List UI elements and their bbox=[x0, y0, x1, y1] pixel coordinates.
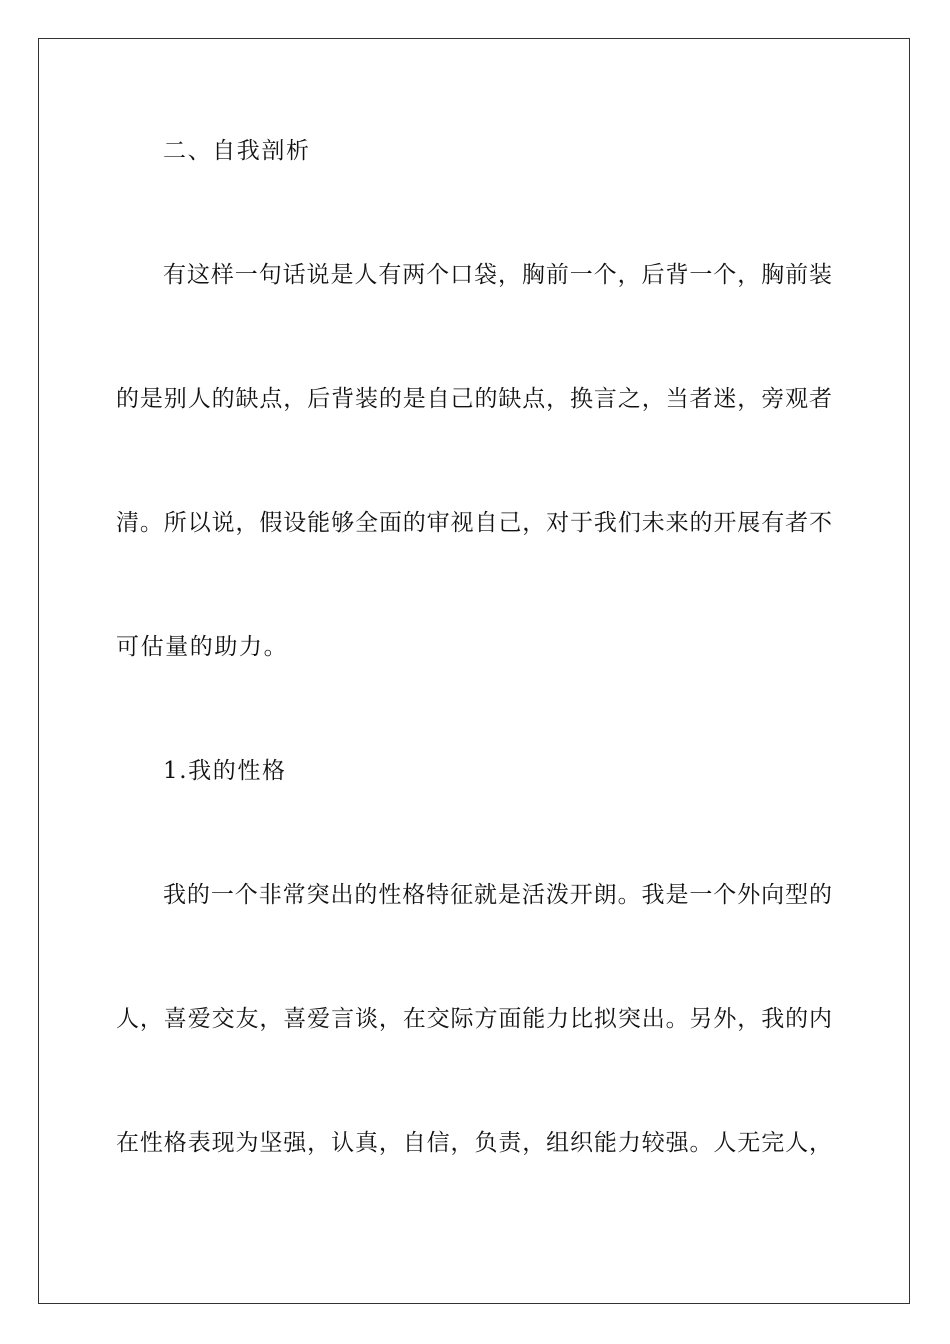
paragraph-line: 有这样一句话说是人有两个口袋，胸前一个，后背一个，胸前装 bbox=[163, 262, 832, 288]
section-heading: 二、自我剖析 bbox=[163, 138, 311, 164]
paragraph-line: 的是别人的缺点，后背装的是自己的缺点，换言之，当者迷，旁观者 bbox=[116, 386, 832, 412]
paragraph-line: 在性格表现为坚强，认真，自信，负责，组织能力较强。人无完人， bbox=[116, 1130, 832, 1156]
paragraph-line: 清。所以说，假设能够全面的审视自己，对于我们未来的开展有者不 bbox=[116, 510, 832, 536]
paragraph-line: 我的一个非常突出的性格特征就是活泼开朗。我是一个外向型的 bbox=[163, 882, 832, 908]
page-frame bbox=[38, 38, 910, 1304]
paragraph-line: 人，喜爱交友，喜爱言谈，在交际方面能力比拟突出。另外，我的内 bbox=[116, 1006, 832, 1032]
subsection-heading: 1.我的性格 bbox=[163, 758, 287, 784]
paragraph-line: 可估量的助力。 bbox=[116, 634, 289, 660]
